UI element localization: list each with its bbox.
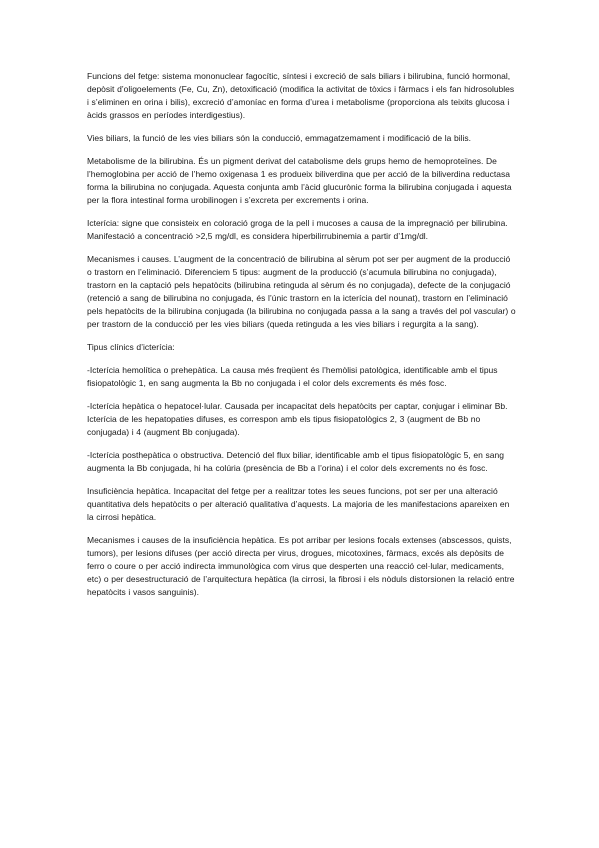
paragraph-hepatic-jaundice: -Icterícia hepàtica o hepatocel·lular. Causada per incapacitat dels hepatòcits per captar, conjugar i eliminar Bb. Icterícia de les hepatopaties difuses, es correspon amb els tipus fisiopatològics 2, 3 (augment de Bb no conjugada) i 4 (augment Bb conjugada). — [87, 401, 508, 437]
paragraph-posthepatic-jaundice: -Icterícia posthepàtica o obstructiva. Detenció del flux biliar, identificable amb el tipus fisiopatològic 5, en sang augmenta la Bb conjugada, hi ha colúria (presència de Bb a l’orina) i el color dels excrements no és fosc. — [87, 450, 504, 473]
paragraph-bilirubin-metabolism: Metabolisme de la bilirubina. És un pigment derivat del catabolisme dels grups hemo de hemoproteïnes. De l’hemoglobina per acció de l’hemo oxigenasa 1 es produeix biliverdina que per acció de la biliverdina reductasa forma la bilirubina no conjugada. Aquesta conjunta amb l’àcid glucurònic forma la bilirubina conjugada i aquesta per la flora intestinal forma urobilinogen i s’excreta per excrements i orina. — [87, 156, 512, 205]
paragraph-hemolytic-jaundice: -Icterícia hemolítica o prehepàtica. La causa més freqüent és l’hemòlisi patològica, identificable amb el tipus fisiopatològic 1, en sang augmenta la Bb no conjugada i el color dels excrements és més fosc. — [87, 365, 498, 388]
document-body — [87, 70, 517, 609]
paragraph-liver-functions: Funcions del fetge: sistema mononuclear fagocític, síntesi i excreció de sals biliars i bilirubina, funció hormonal, depòsit d’oligoelements (Fe, Cu, Zn), detoxificació (modifica la activitat de tòxics i fàrmacs i els fan hidrosolubles i s’eliminen en orina i bilis), excreció d’amoníac en forma d’urea i metabolisme (proporciona als teixits glucosa i àcids grassos en períodes interdigestius). — [87, 71, 515, 120]
paragraph-biliary-tract: Vies biliars, la funció de les vies biliars són la conducció, emmagatzemament i modificació de la bilis. — [87, 133, 472, 143]
paragraph-jaundice-definition: Icterícia: signe que consisteix en coloració groga de la pell i mucoses a causa de la impregnació per bilirubina. Manifestació a concentració >2,5 mg/dl, es considera hiperbilirrubinemia a partir d’1mg/dl. — [87, 218, 508, 241]
paragraph-mechanisms-causes: Mecanismes i causes. L’augment de la concentració de bilirubina al sèrum pot ser per augment de la producció o trastorn en l’eliminació. Diferenciem 5 tipus: augment de la producció (s’acumula bilirubina no conjugada), trastorn en la captació pels hepatòcits (bilirubina retinguda al sèrum és no conjugada), defecte de la conjugació (retenció a sang de bilirubina no conjugada, és l’únic trastorn en la icterícia del nounat), trastorn en l’eliminació pels hepatòcits de la bilirubina conjugada (la bilirubina no conjugada passa a la sang a través del pol vascular) o per trastorn de la conducció per les vies biliars (queda retinguda a les vies biliars i regurgita a la sang). — [87, 254, 516, 329]
paragraph-clinical-types-heading: Tipus clínics d’icterícia: — [87, 342, 175, 352]
paragraph-insufficiency-mechanisms: Mecanismes i causes de la insuficiència hepàtica. Es pot arribar per lesions focals extenses (abscessos, quists, tumors), per lesions difuses (per acció directa per virus, drogues, micotoxines, fàrmacs, excés als depòsits de ferro o coure o per acció indirecta immunològica com virus que desperten una reacció cel·lular, medicaments, etc) o per desestructuració de l’arquitectura hepàtica (la cirrosi, la fibrosi i els nòduls distorsionen la relació entre hepatòcits i vasos sanguinis). — [87, 535, 515, 597]
paragraph-hepatic-insufficiency: Insuficiència hepàtica. Incapacitat del fetge per a realitzar totes les seues funcions, pot ser per una alteració quantitativa dels hepatòcits o per alteració qualitativa d’aquests. La majoria de les manifestacions apareixen en la cirrosi hepàtica. — [87, 486, 510, 522]
